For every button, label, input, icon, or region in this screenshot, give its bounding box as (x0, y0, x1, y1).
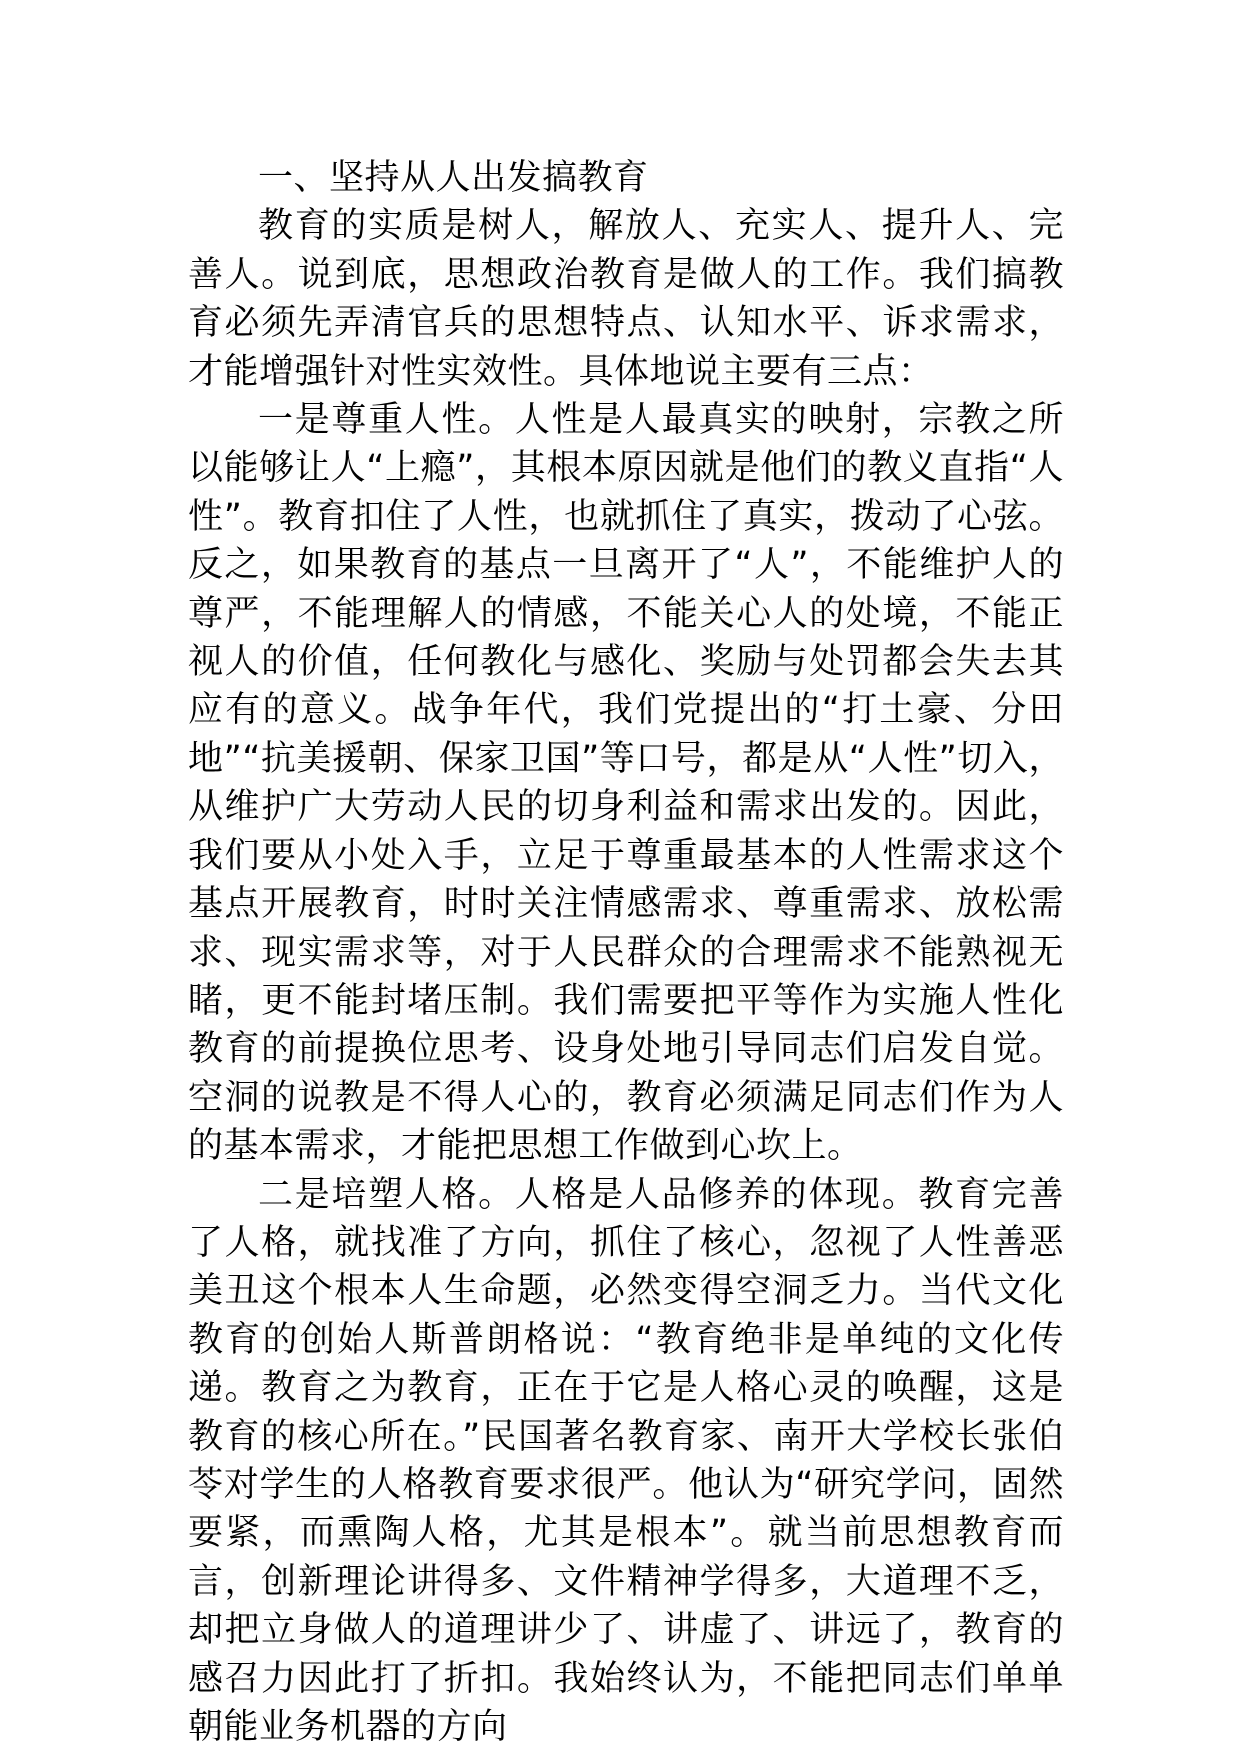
paragraph-intro: 教育的实质是树人，解放人、充实人、提升人、完善人。说到底，思想政治教育是做人的工作。我们搞教育必须先弄清官兵的思想特点、认知水平、诉求需求，才能增强针对性实效性。具体地说主要有三点： (188, 206, 1064, 392)
document-body (188, 154, 1064, 1751)
paragraph-respect-humanity: 一是尊重人性。人性是人最真实的映射，宗教之所以能够让人“上瘾”，其根本原因就是他们的教义直指“人性”。教育扣住了人性，也就抓住了真实，拨动了心弦。反之，如果教育的基点一旦离开了“人”，不能维护人的尊严，不能理解人的情感，不能关心人的处境，不能正视人的价值，任何教化与感化、奖励与处罚都会失去其应有的意义。战争年代，我们党提出的“打土豪、分田地”“抗美援朝、保家卫国”等口号，都是从“人性”切入，从维护广大劳动人民的切身利益和需求出发的。因此，我们要从小处入手，立足于尊重最基本的人性需求这个基点开展教育，时时关注情感需求、尊重需求、放松需求、现实需求等，对于人民群众的合理需求不能熟视无睹，更不能封堵压制。我们需要把平等作为实施人性化教育的前提换位思考、设身处地引导同志们启发自觉。空洞的说教是不得人心的，教育必须满足同志们作为人的基本需求，才能把思想工作做到心坎上。 (188, 400, 1064, 1167)
paragraph-shape-personality: 二是培塑人格。人格是人品修养的体现。教育完善了人格，就找准了方向，抓住了核心，忽视了人性善恶美丑这个根本人生命题，必然变得空洞乏力。当代文化教育的创始人斯普朗格说：“教育绝非是单纯的文化传递。教育之为教育，正在于它是人格心灵的唤醒，这是教育的核心所在。”民国著名教育家、南开大学校长张伯苓对学生的人格教育要求很严。他认为“研究学问，固然要紧，而熏陶人格，尤其是根本”。就当前思想教育而言，创新理论讲得多、文件精神学得多，大道理不乏，却把立身做人的道理讲少了、讲虚了、讲远了，教育的感召力因此打了折扣。我始终认为，不能把同志们单单朝能业务机器的方向 (188, 1174, 1064, 1747)
section-heading: 一、坚持从人出发搞教育 (258, 158, 649, 198)
